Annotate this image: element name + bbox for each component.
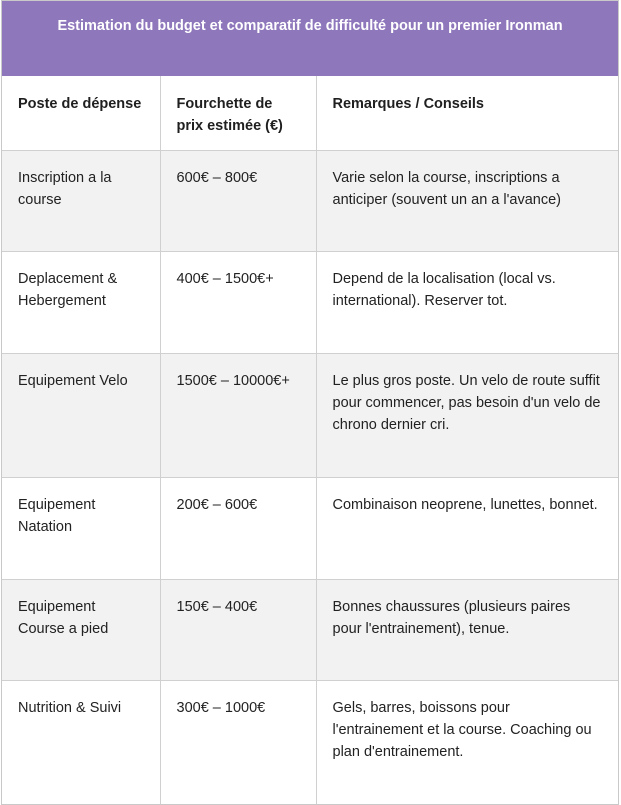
cell-remarques: Depend de la localisation (local vs. international). Reserver tot. [316,251,618,353]
cell-prix: 200€ – 600€ [160,477,316,579]
cell-poste: Equipement Course a pied [2,579,160,680]
table-row [2,251,618,353]
cell-prix: 600€ – 800€ [160,150,316,251]
cell-poste: Nutrition & Suivi [2,680,160,804]
cell-prix: 1500€ – 10000€+ [160,353,316,477]
cell-prix: 150€ – 400€ [160,579,316,680]
table-row [2,579,618,680]
header-prix: Fourchette de prix estimée (€) [160,76,316,150]
table-row [2,150,618,251]
table-row [2,680,618,804]
cell-remarques: Bonnes chaussures (plusieurs paires pour l'entrainement), tenue. [316,579,618,680]
cell-remarques: Varie selon la course, inscriptions a anticiper (souvent un an a l'avance) [316,150,618,251]
header-poste: Poste de dépense [2,76,160,150]
table-row [2,353,618,477]
cell-poste: Equipement Velo [2,353,160,477]
table-title: Estimation du budget et comparatif de difficulté pour un premier Ironman [2,1,618,76]
header-remarques: Remarques / Conseils [316,76,618,150]
budget-table-container [1,0,619,805]
cell-poste: Equipement Natation [2,477,160,579]
header-row [2,76,618,150]
budget-table [2,76,618,804]
cell-prix: 400€ – 1500€+ [160,251,316,353]
cell-poste: Deplacement & Hebergement [2,251,160,353]
cell-remarques: Le plus gros poste. Un velo de route suffit pour commencer, pas besoin d'un velo de chrono dernier cri. [316,353,618,477]
cell-poste: Inscription a la course [2,150,160,251]
cell-prix: 300€ – 1000€ [160,680,316,804]
cell-remarques: Gels, barres, boissons pour l'entrainement et la course. Coaching ou plan d'entrainement. [316,680,618,804]
cell-remarques: Combinaison neoprene, lunettes, bonnet. [316,477,618,579]
table-row [2,477,618,579]
